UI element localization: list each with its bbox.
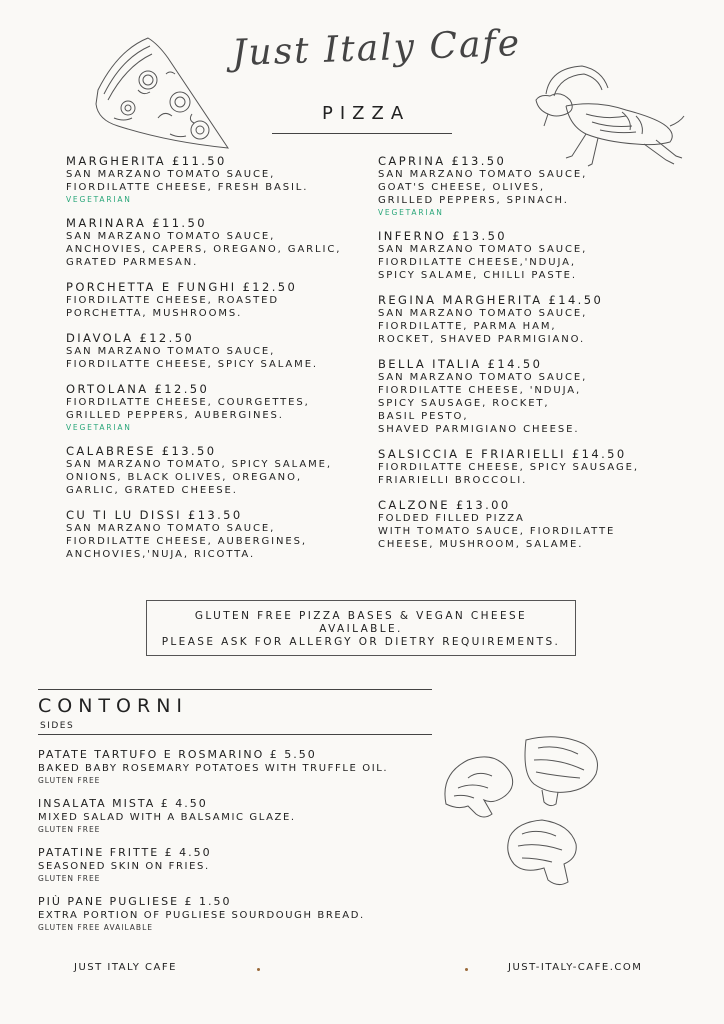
notice-line: AVAILABLE. [319,623,403,635]
menu-item-marinara [66,217,376,269]
menu-item-porchetta-e-funghi [66,281,376,320]
mushrooms-illustration [438,734,610,896]
pizza-left-column [66,155,376,573]
gluten-free-tag: GLUTEN FREE [38,874,101,883]
side-name: PATATINE FRITTE £ 4.50 [38,846,212,859]
item-name: CAPRINA £13.50 [378,154,507,168]
side-item-insalata-mista [38,797,438,835]
item-desc-line: FIORDILATTE CHEESE, SPICY SALAME. [66,359,318,370]
item-desc-line: FOLDED FILLED PIZZA [378,513,525,524]
pizza-section-title: PIZZA [322,103,411,124]
menu-item-cu-ti-lu-dissi [66,509,376,561]
item-desc-line: FIORDILATTE, PARMA HAM, [378,321,557,332]
item-desc-line: SHAVED PARMIGIANO CHEESE. [378,424,580,435]
item-desc-line: SAN MARZANO TOMATO SAUCE, [378,244,588,255]
gluten-free-tag: GLUTEN FREE [38,776,101,785]
item-name: CU TI LU DISSI £13.50 [66,508,243,522]
side-desc: EXTRA PORTION OF PUGLIESE SOURDOUGH BREAD. [38,910,365,921]
item-desc-line: SAN MARZANO TOMATO SAUCE, [378,372,588,383]
item-desc-line: PORCHETTA, MUSHROOMS. [66,308,243,319]
item-desc-line: FIORDILATTE CHEESE, ROASTED [66,295,279,306]
item-desc-line: FRIARIELLI BROCCOLI. [378,475,528,486]
menu-item-inferno [378,230,688,282]
gluten-free-tag: GLUTEN FREE AVAILABLE [38,923,153,932]
pizza-title-rule [272,133,452,134]
item-name: CALABRESE £13.50 [66,444,217,458]
side-item-patate-tartufo [38,748,438,786]
footer-website-link[interactable]: JUST-ITALY-CAFE.COM [508,962,643,973]
item-desc-line: SAN MARZANO TOMATO SAUCE, [66,169,276,180]
vegetarian-tag: VEGETARIAN [378,208,444,217]
pizza-slice-illustration [88,30,238,156]
footer-dot-left [257,968,260,971]
sides-list [38,748,438,944]
sides-subtitle: SIDES [40,721,75,731]
side-desc: BAKED BABY ROSEMARY POTATOES WITH TRUFFLE OIL. [38,763,389,774]
contorni-bottom-rule [38,734,432,735]
item-desc-line: GRILLED PEPPERS, AUBERGINES. [66,410,284,421]
cafe-logo: Just Italy Cafe [231,22,522,75]
item-desc-line: WITH TOMATO SAUCE, FIORDILATTE [378,526,616,537]
item-name: SALSICCIA E FRIARIELLI £14.50 [378,447,627,461]
notice-line: GLUTEN FREE PIZZA BASES & VEGAN CHEESE [194,610,528,622]
menu-item-ortolana [66,383,376,433]
item-desc-line: SAN MARZANO TOMATO SAUCE, [378,169,588,180]
menu-item-regina-margherita [378,294,688,346]
item-desc-line: SAN MARZANO TOMATO SAUCE, [66,523,276,534]
menu-item-bella-italia [378,358,688,436]
vegetarian-tag: VEGETARIAN [66,423,132,432]
item-desc-line: FIORDILATTE CHEESE, COURGETTES, [66,397,310,408]
item-desc-line: FIORDILATTE CHEESE, FRESH BASIL. [66,182,309,193]
menu-item-salsiccia-e-friarielli [378,448,688,487]
item-name: MARGHERITA £11.50 [66,154,227,168]
item-desc-line: FIORDILATTE CHEESE, SPICY SAUSAGE, [378,462,639,473]
item-desc-line: FIORDILATTE CHEESE, AUBERGINES, [66,536,307,547]
item-name: ORTOLANA £12.50 [66,382,210,396]
contorni-section-title: CONTORNI [38,695,189,717]
item-desc-line: GRILLED PEPPERS, SPINACH. [378,195,569,206]
gluten-free-tag: GLUTEN FREE [38,825,101,834]
side-item-piu-pane-pugliese [38,895,438,933]
item-desc-line: SAN MARZANO TOMATO SAUCE, [66,346,276,357]
item-name: CALZONE £13.00 [378,498,511,512]
item-desc-line: FIORDILATTE CHEESE, 'NDUJA, [378,385,582,396]
contorni-top-rule [38,689,432,690]
side-name: PATATE TARTUFO E ROSMARINO £ 5.50 [38,748,317,761]
item-name: DIAVOLA £12.50 [66,331,195,345]
item-desc-line: FIORDILATTE CHEESE,'NDUJA, [378,257,576,268]
item-desc-line: SPICY SALAME, CHILLI PASTE. [378,270,577,281]
item-name: INFERNO £13.50 [378,229,508,243]
item-desc-line: GOAT'S CHEESE, OLIVES, [378,182,545,193]
menu-item-margherita [66,155,376,205]
item-name: BELLA ITALIA £14.50 [378,357,543,371]
allergy-notice-box [146,600,576,656]
menu-item-caprina [378,155,688,218]
item-desc-line: GARLIC, GRATED CHEESE. [66,485,238,496]
item-desc-line: ONIONS, BLACK OLIVES, OREGANO, [66,472,302,483]
menu-item-calabrese [66,445,376,497]
notice-line: PLEASE ASK FOR ALLERGY OR DIETRY REQUIREMENTS. [161,636,561,648]
footer-cafe-name: JUST ITALY CAFE [74,962,177,973]
item-desc-line: ROCKET, SHAVED PARMIGIANO. [378,334,586,345]
menu-item-diavola [66,332,376,371]
item-desc-line: ANCHOVIES, CAPERS, OREGANO, GARLIC, [66,244,342,255]
side-desc: SEASONED SKIN ON FRIES. [38,861,210,872]
item-desc-line: BASIL PESTO, [378,411,469,422]
item-desc-line: ANCHOVIES,'NUJA, RICOTTA. [66,549,256,560]
item-desc-line: SAN MARZANO TOMATO, SPICY SALAME, [66,459,332,470]
menu-item-calzone [378,499,688,551]
item-name: MARINARA £11.50 [66,216,207,230]
pizza-right-column [378,155,688,563]
item-desc-line: CHEESE, MUSHROOM, SALAME. [378,539,584,550]
item-name: PORCHETTA E FUNGHI £12.50 [66,280,298,294]
item-desc-line: GRATED PARMESAN. [66,257,199,268]
footer-dot-right [465,968,468,971]
side-name: PIÙ PANE PUGLIESE £ 1.50 [38,895,232,908]
side-name: INSALATA MISTA £ 4.50 [38,797,208,810]
item-name: REGINA MARGHERITA £14.50 [378,293,604,307]
side-item-patatine-fritte [38,846,438,884]
item-desc-line: SAN MARZANO TOMATO SAUCE, [66,231,276,242]
item-desc-line: SPICY SAUSAGE, ROCKET, [378,398,550,409]
vegetarian-tag: VEGETARIAN [66,195,132,204]
side-desc: MIXED SALAD WITH A BALSAMIC GLAZE. [38,812,296,823]
item-desc-line: SAN MARZANO TOMATO SAUCE, [378,308,588,319]
